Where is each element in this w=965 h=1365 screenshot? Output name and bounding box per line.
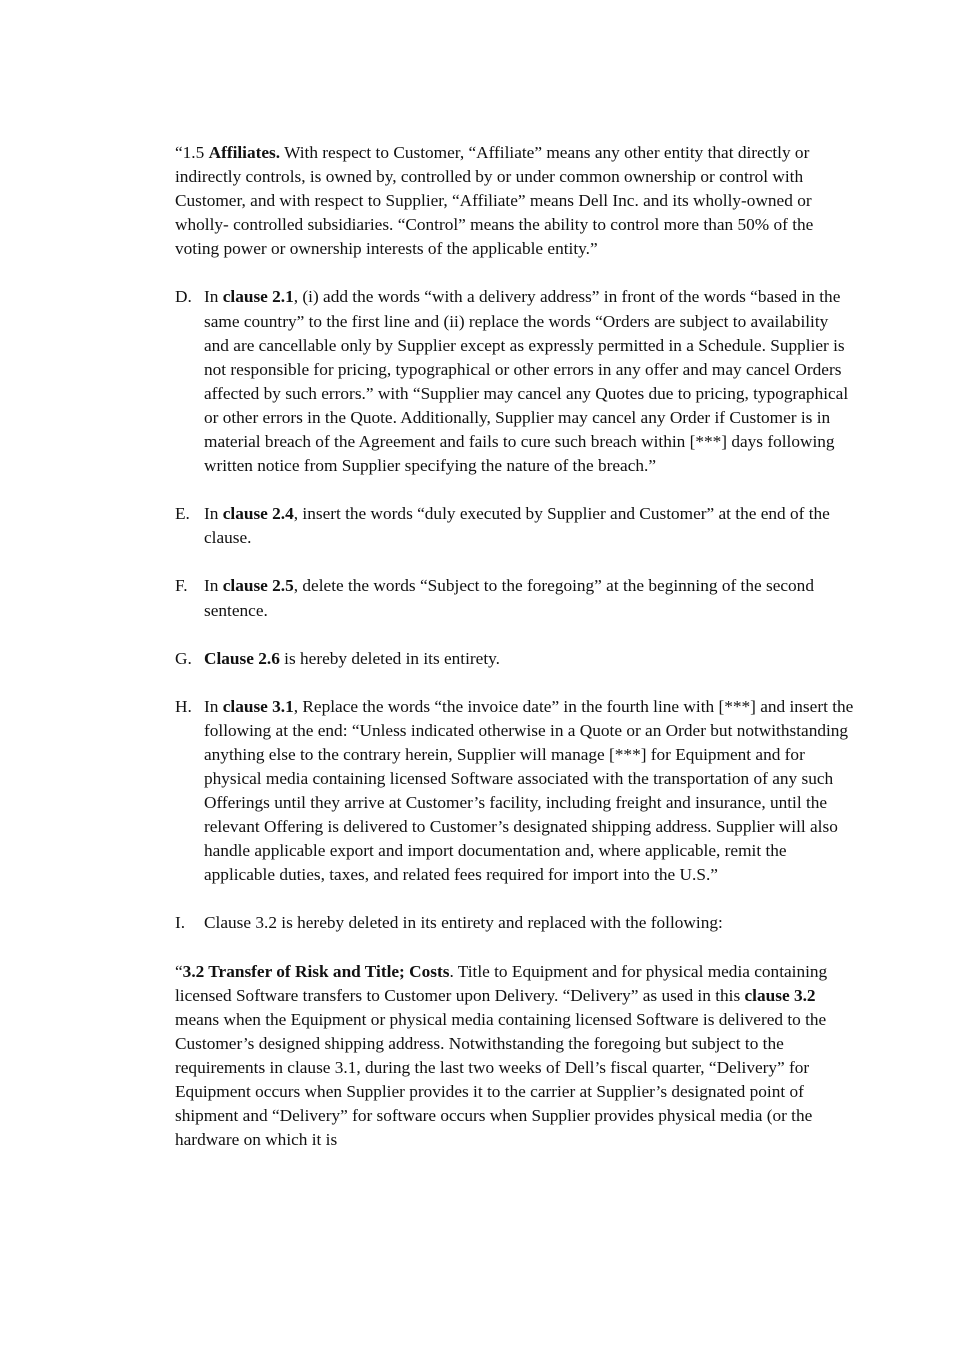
list-item-e <box>175 502 855 550</box>
clause-text-part2: means when the Equipment or physical media containing licensed Software is delivered to the Customer’s designed shipping address. Notwithstanding the foregoing but subject to the requirements in clause 3.1, during the last two weeks of Dell’s fiscal quarter, “Delivery” for Equipment occurs when Supplier provides it to the carrier at Supplier’s designated point of shipment and “Delivery” for software occurs when Supplier provides physical media (or the hardware on which it is <box>175 1009 827 1150</box>
clause-open-quote: “ <box>175 961 183 981</box>
clause-heading: 3.2 Transfer of Risk and Title; Costs <box>182 961 450 981</box>
clause-3-2-replacement <box>175 960 855 1153</box>
list-item-d <box>175 285 855 478</box>
clause-ref: clause 2.5 <box>222 576 294 596</box>
list-marker: I. <box>175 913 186 933</box>
list-marker: F. <box>175 576 188 596</box>
definition-text: With respect to Customer, “Affiliate” means any other entity that directly or indirectly controls, is owned by, controlled by or under common ownership or control with Customer, and with respect to Supplier, “Affiliate” means Dell Inc. and its wholly-owned or wholly- controlled subsidiaries. “Control” means the ability to control more than 50% of the voting power or ownership interests of the applicable entity.” <box>175 143 814 259</box>
list-marker: D. <box>175 287 192 307</box>
list-item-text: In clause 2.5, delete the words “Subject to the foregoing” at the beginning of the second sentence. <box>204 576 814 620</box>
list-item-text: Clause 2.6 is hereby deleted in its entirety. <box>204 648 500 668</box>
clause-text-part1: . Title to Equipment and for physical media containing licensed Software transfers to Customer upon Delivery. “Delivery” as used in this <box>175 961 828 1005</box>
definition-open-quote: “1.5 <box>175 143 209 162</box>
list-item-f <box>175 574 855 622</box>
list-item-text: In clause 3.1, Replace the words “the invoice date” in the fourth line with [***] and insert the following at the end: “Unless indicated otherwise in a Quote or an Order but notwithstanding anything else to the contrary herein, Supplier will manage [***] for Equipment and for physical media containing licensed Software associated with the transportation of any such Offerings until they arrive at Customer’s facility, including freight and insurance, until the relevant Offering is delivered to Customer’s designated shipping address. Supplier will also handle applicable export and import documentation and, where applicable, remit the applicable duties, taxes, and related fees required for import into the U.S.” <box>204 696 854 885</box>
list-item-text: In clause 2.1, (i) add the words “with a delivery address” in front of the words “based in the same country” to the first line and (ii) replace the words “Orders are subject to availability and are cancellable only by Supplier except as expressly permitted in a Schedule. Supplier is not responsible for pricing, typographical or other errors in any offer and may cancel Orders affected by such errors.” with “Supplier may cancel any Quotes due to pricing, typographical or other errors in the Quote. Additionally, Supplier may cancel any Order if Customer is in material breach of the Agreement and fails to cure such breach within [***] days following written notice from Supplier specifying the nature of the breach.” <box>204 287 849 476</box>
list-marker: H. <box>175 696 192 716</box>
clause-ref: clause 3.1 <box>222 696 294 716</box>
list-item-g <box>175 647 855 671</box>
definition-heading: Affiliates. <box>208 143 281 162</box>
clause-ref: Clause 2.6 <box>204 648 280 668</box>
definition-1-5 <box>175 141 855 261</box>
clause-ref: clause 3.2 <box>744 985 816 1005</box>
list-item-text: Clause 3.2 is hereby deleted in its entirety and replaced with the following: <box>204 913 723 933</box>
list-item-i <box>175 911 855 935</box>
list-marker: E. <box>175 504 190 524</box>
clause-ref: clause 2.4 <box>222 504 294 524</box>
clause-ref: clause 2.1 <box>222 287 294 307</box>
list-marker: G. <box>175 648 192 668</box>
list-item-text: In clause 2.4, insert the words “duly executed by Supplier and Customer” at the end of the clause. <box>204 504 830 548</box>
document-body <box>175 141 855 1176</box>
list-item-h <box>175 695 855 888</box>
